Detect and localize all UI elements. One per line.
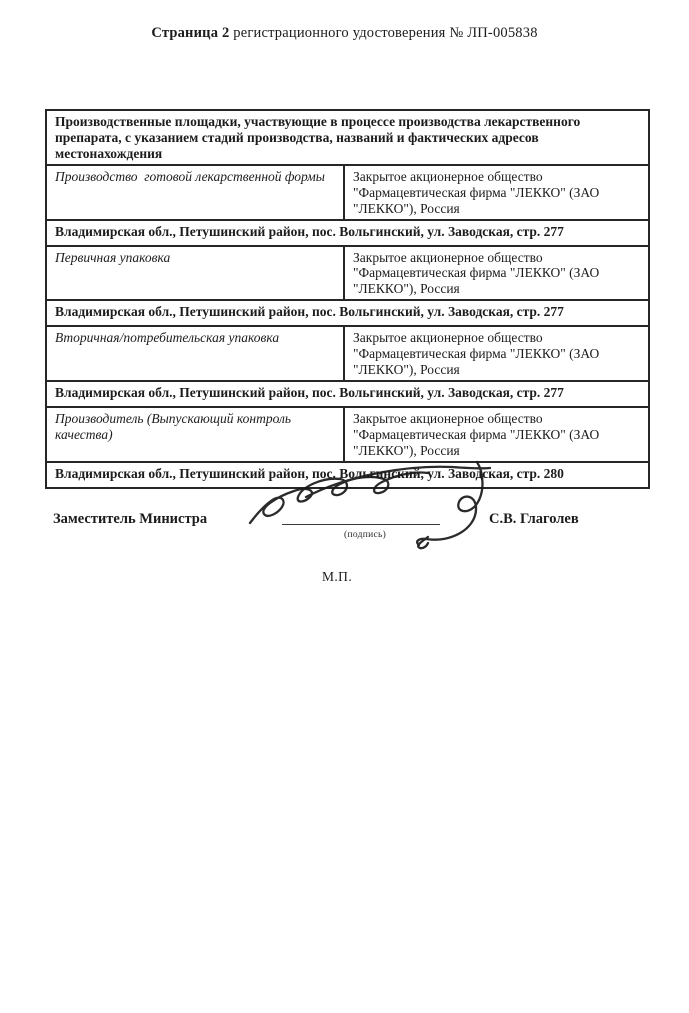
table-row <box>46 407 649 462</box>
stage-cell: Производитель (Выпускающий контроль качества) <box>46 407 344 462</box>
production-sites-table <box>45 109 650 489</box>
signature-line <box>282 524 440 525</box>
stage-cell: Вторичная/потребительская упаковка <box>46 326 344 381</box>
table-row <box>46 300 649 326</box>
stage-cell: Первичная упаковка <box>46 246 344 301</box>
signer-title: Заместитель Министра <box>53 511 208 527</box>
company-cell: Закрытое акционерное общество "Фармацевтическая фирма "ЛЕККО" (ЗАО "ЛЕККО"), Россия <box>344 246 649 301</box>
address-cell: Владимирская обл., Петушинский район, пос. Вольгинский, ул. Заводская, стр. 280 <box>46 462 649 488</box>
table-row <box>46 220 649 246</box>
address-cell: Владимирская обл., Петушинский район, пос. Вольгинский, ул. Заводская, стр. 277 <box>46 220 649 246</box>
table-row <box>46 326 649 381</box>
page-number-line <box>0 25 689 42</box>
stamp-placeholder: М.П. <box>322 569 353 584</box>
signature-caption: (подпись) <box>344 530 387 540</box>
signer-name: С.В. Глаголев <box>489 511 579 527</box>
table-row <box>46 165 649 220</box>
table-header-cell: Производственные площадки, участвующие в процессе производства лекарственного препарата, с указанием стадий производства, названий и фактических адресов местонахождения <box>46 110 649 165</box>
page-number-prefix: Страница 2 <box>151 25 230 41</box>
stage-cell: Производство готовой лекарственной формы <box>46 165 344 220</box>
table-header-row <box>46 110 649 165</box>
table-row <box>46 381 649 407</box>
address-cell: Владимирская обл., Петушинский район, пос. Вольгинский, ул. Заводская, стр. 277 <box>46 300 649 326</box>
page-number-rest: регистрационного удостоверения № ЛП-005838 <box>229 25 538 41</box>
company-cell: Закрытое акционерное общество "Фармацевтическая фирма "ЛЕККО" (ЗАО "ЛЕККО"), Россия <box>344 165 649 220</box>
table-row <box>46 462 649 488</box>
company-cell: Закрытое акционерное общество "Фармацевтическая фирма "ЛЕККО" (ЗАО "ЛЕККО"), Россия <box>344 326 649 381</box>
company-cell: Закрытое акционерное общество "Фармацевтическая фирма "ЛЕККО" (ЗАО "ЛЕККО"), Россия <box>344 407 649 462</box>
table-row <box>46 246 649 301</box>
address-cell: Владимирская обл., Петушинский район, пос. Вольгинский, ул. Заводская, стр. 277 <box>46 381 649 407</box>
